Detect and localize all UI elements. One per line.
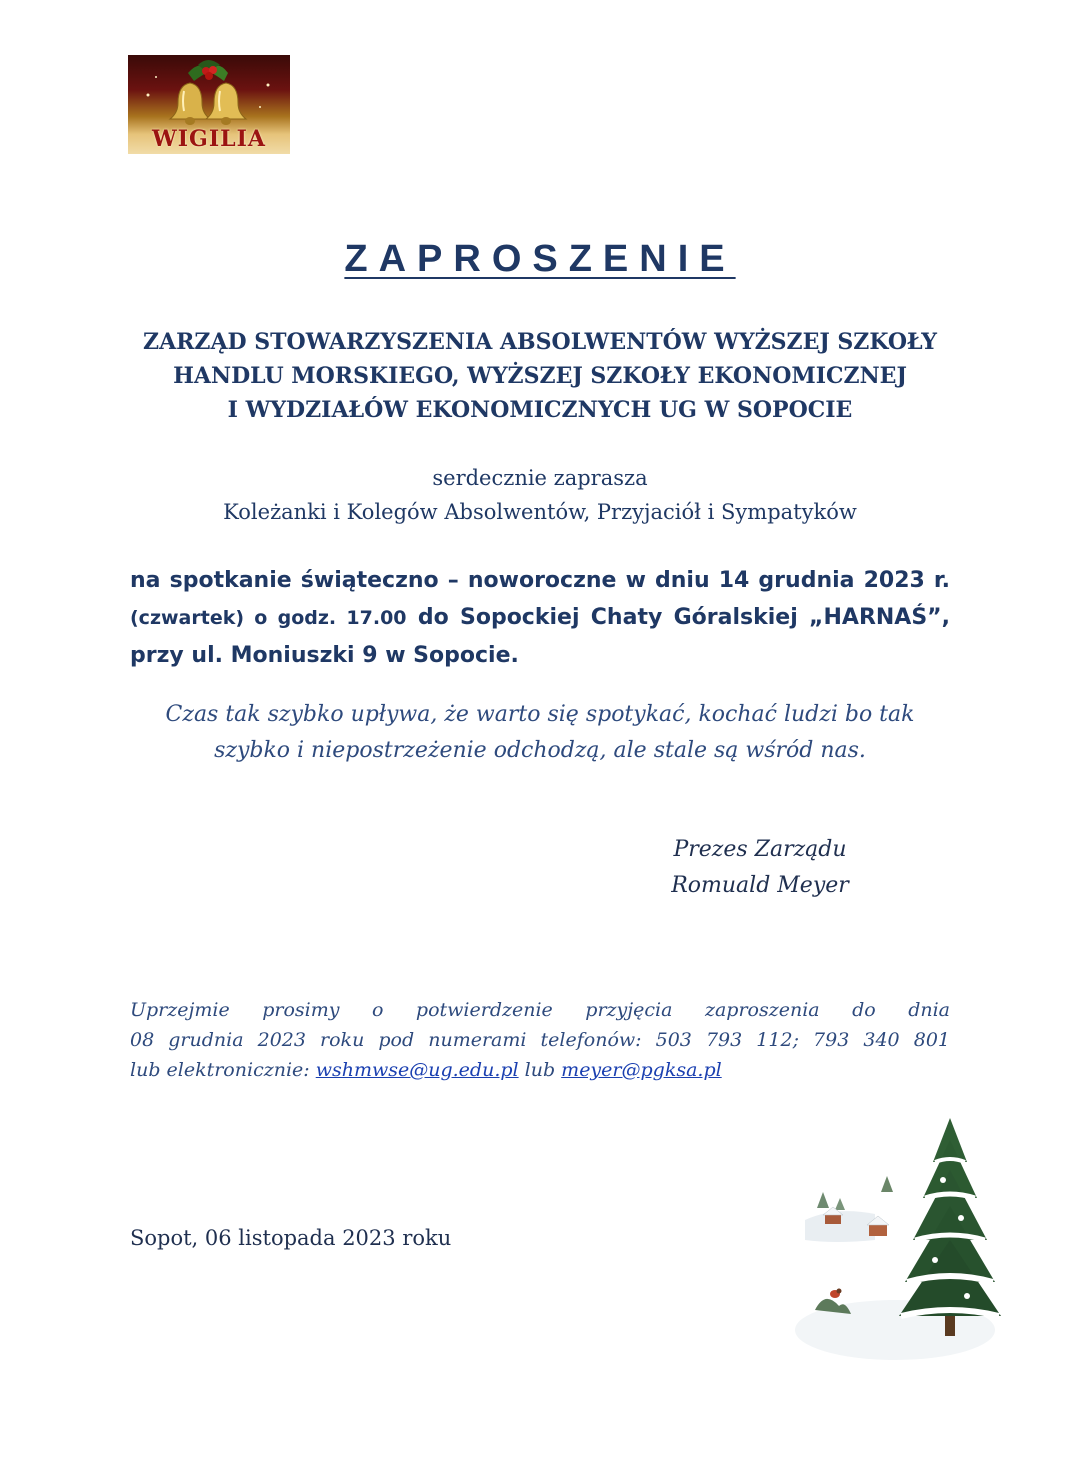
event-line: na spotkanie świąteczno – noworoczne w dniu 14 grudnia 2023 r.: [130, 568, 950, 593]
rsvp-note: [130, 995, 950, 1085]
event-time: (czwartek) o godz. 17.00: [130, 607, 407, 629]
invite-line: serdecznie zaprasza: [432, 466, 648, 490]
invite-audience: Koleżanki i Kolegów Absolwentów, Przyjaciół i Sympatyków: [223, 500, 857, 524]
quote-line: szybko i niepostrzeżenie odchodzą, ale stale są wśród nas.: [214, 738, 866, 763]
invite-text: [120, 461, 960, 529]
signature-role: Prezes Zarządu: [673, 837, 847, 862]
place-date: Sopot, 06 listopada 2023 roku: [130, 1226, 452, 1250]
signature: [620, 832, 900, 904]
event-details: [130, 562, 950, 674]
event-address: przy ul. Moniuszki 9 w Sopocie.: [130, 643, 519, 668]
organization-line: I WYDZIAŁÓW EKONOMICZNYCH UG W SOPOCIE: [227, 397, 853, 423]
banner-label: WIGILIA: [152, 126, 266, 152]
rsvp-emails: [130, 1055, 950, 1085]
organization-line: HANDLU MORSKIEGO, WYŻSZEJ SZKOŁY EKONOMICZNEJ: [173, 363, 907, 389]
event-line: [130, 599, 950, 637]
winter-tree-illustration: [795, 1110, 1005, 1370]
rsvp-phones: 08 grudnia 2023 roku pod numerami telefonów: 503 793 112; 793 340 801: [130, 1029, 950, 1051]
rsvp-prefix: lub elektronicznie:: [130, 1059, 316, 1081]
rsvp-line: Uprzejmie prosimy o potwierdzenie przyjęcia zaproszenia do dnia: [130, 999, 950, 1021]
quote-line: Czas tak szybko upływa, że warto się spotykać, kochać ludzi bo tak: [165, 702, 915, 727]
rsvp-between: lub: [518, 1059, 562, 1081]
wigilia-banner: [128, 55, 290, 154]
email-link-ug[interactable]: wshmwse@ug.edu.pl: [315, 1059, 519, 1081]
page-title: ZAPROSZENIE: [344, 238, 736, 280]
organization-line: ZARZĄD STOWARZYSZENIA ABSOLWENTÓW WYŻSZEJ SZKOŁY: [143, 329, 937, 355]
signature-name: Romuald Meyer: [671, 873, 849, 898]
email-link-pgksa[interactable]: meyer@pgksa.pl: [561, 1059, 722, 1081]
quote: [110, 697, 970, 769]
winter-tree-icon: [795, 1110, 1005, 1370]
organization-name: [120, 325, 960, 427]
event-venue: do Sopockiej Chaty Góralskiej „HARNAŚ”,: [406, 605, 950, 630]
